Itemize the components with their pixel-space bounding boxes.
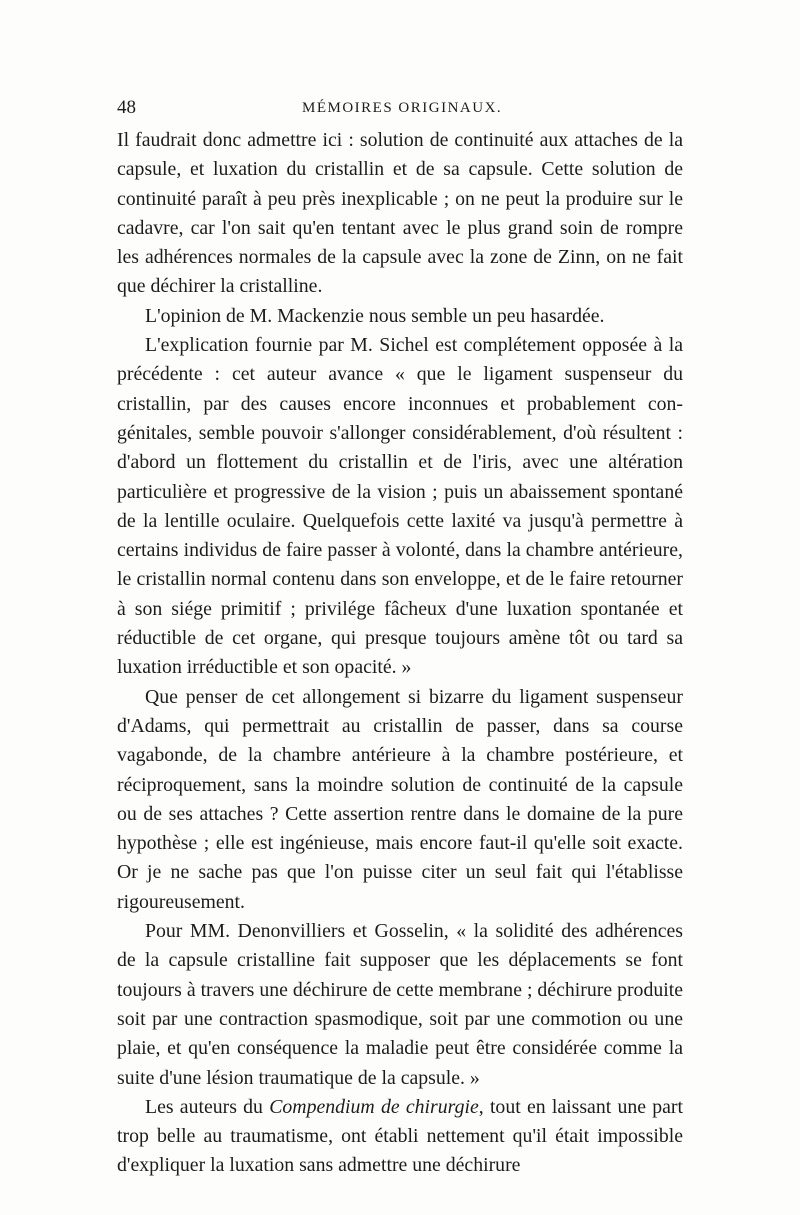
paragraph-2: L'opinion de M. Mackenzie nous semble un peu hasardée.: [145, 304, 605, 327]
page-number: 48: [117, 97, 136, 118]
paragraph-6-rest: , tout en laissant une part trop belle au traumatisme, ont établi nettement qu'il était impossible d'expliquer la luxation sans admettre une déchirure: [117, 1095, 683, 1177]
running-head: [117, 96, 683, 120]
paragraph-5: Pour MM. Denonvilliers et Gosselin, « la solidité des adhérences de la capsule cristalline fait supposer que les déplacements se font toujours à travers une déchirure de cette membrane ; déchirure produite soit par une contraction spasmodique, soit par une commotion ou une plaie, et qu'en conséquence la maladie peut être considérée comme la suite d'une lésion traumatique de la capsule. »: [117, 920, 683, 1089]
body-text: [117, 126, 683, 1181]
running-title: MÉMOIRES ORIGINAUX.: [302, 100, 503, 116]
paragraph-1: Il faudrait donc admettre ici : solution de continuité aux attaches de la capsule, et luxation du cristallin et de sa capsule. Cette solution de continuité paraît à peu près inexplicable ; on ne peut la produire sur le cadavre, car l'on sait qu'en tentant avec le plus grand soin de rompre les adhérences normales de la capsule avec la zone de Zinn, on ne fait que déchirer la cristalline.: [117, 129, 683, 298]
paragraph-4: Que penser de cet allongement si bizarre du ligament suspenseur d'Adams, qui permettrait au cristallin de passer, dans sa course vagabonde, de la chambre antérieure à la chambre postérieure, et réciproquement, sans la moindre solution de continuité de la capsule ou de ses attaches ? Cette assertion rentre dans le domaine de la pure hypothèse ; elle est ingénieuse, mais encore faut-il qu'elle soit exacte. Or je ne sache pas que l'on puisse citer un seul fait qui l'établisse rigoureusement.: [117, 685, 683, 913]
paragraph-6: [117, 1093, 683, 1181]
paragraph-3: L'explication fournie par M. Sichel est complétement opposée à la précédente : cet auteur avance « que le ligament suspenseur du cristallin, par des causes encore inconnues et probablement congénitales, semble pouvoir s'allonger considérablement, d'où résultent : d'abord un flottement du cristallin et de l'iris, avec une altération particulière et progressive de la vision ; puis un abaissement spontané de la lentille oculaire. Quelquefois cette laxité va jusqu'à permettre à certains individus de faire passer à volonté, dans la chambre antérieure, le cristallin normal contenu dans son enveloppe, et de le faire retourner à son siége primitif ; privilége fâcheux d'une luxation spontanée et réductible de cet organe, qui presque toujours amène tôt ou tard sa luxation irréductible et son opacité. »: [117, 334, 683, 679]
paragraph-6-lead: Les auteurs du: [145, 1095, 270, 1118]
compendium-title: Compendium de chirurgie: [269, 1095, 479, 1118]
